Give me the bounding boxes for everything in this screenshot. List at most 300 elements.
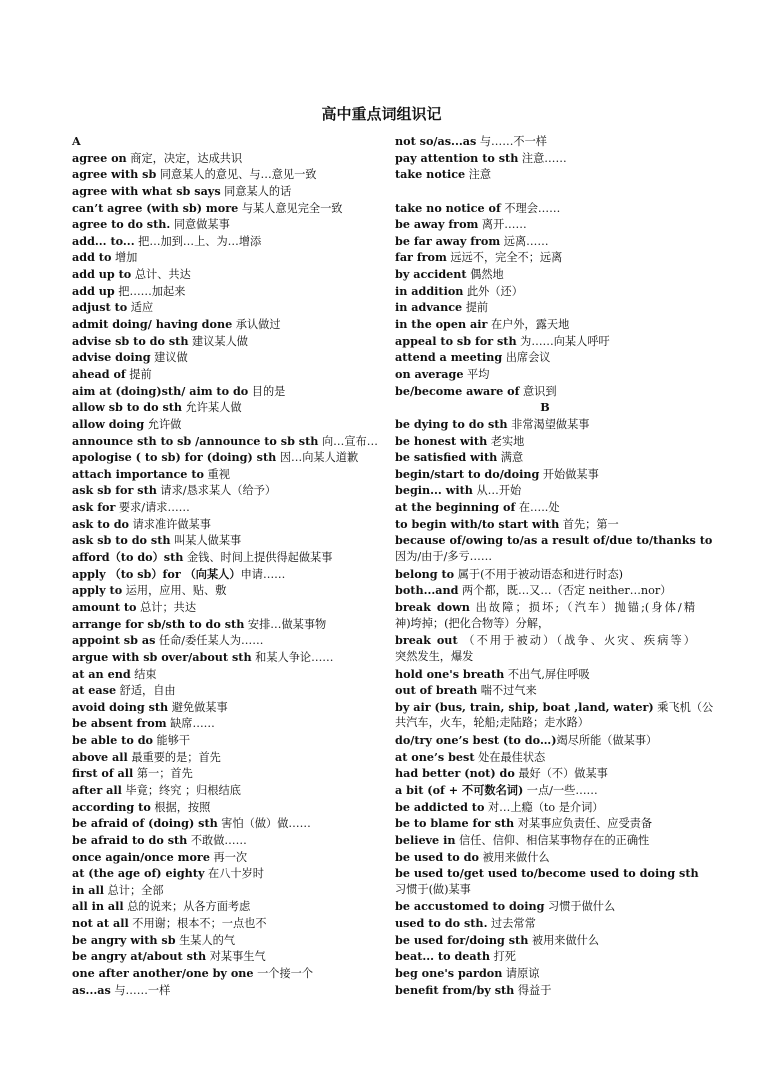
phrase-chinese: 申请…… bbox=[240, 567, 286, 581]
phrase-chinese: 运用，应用、贴、敷 bbox=[122, 584, 227, 598]
phrase-entry bbox=[72, 732, 372, 749]
phrase-english: not at all bbox=[72, 916, 129, 931]
phrase-english: afford（to do）sth bbox=[72, 550, 184, 565]
phrase-english: according to bbox=[72, 799, 151, 814]
phrase-chinese: 适应 bbox=[127, 301, 154, 315]
phrase-entry bbox=[395, 466, 695, 483]
phrase-entry bbox=[72, 932, 372, 949]
phrase-english: hold one's breath bbox=[395, 666, 505, 681]
phrase-chinese: 平均 bbox=[463, 367, 490, 381]
phrase-entry bbox=[72, 482, 372, 499]
phrase-chinese: 因为/由于/多亏…… bbox=[395, 550, 493, 564]
phrase-chinese: 突然发生，爆发 bbox=[395, 649, 474, 663]
phrase-chinese: 非常渴望做某事 bbox=[507, 417, 590, 431]
phrase-chinese: 神)垮掉；(把化合物等）分解， bbox=[395, 616, 550, 630]
phrase-english: in the open air bbox=[395, 317, 488, 332]
phrase-chinese: 重视 bbox=[203, 467, 230, 481]
phrase-english: had better (not) do bbox=[395, 766, 515, 781]
phrase-entry bbox=[72, 965, 372, 982]
phrase-english: on average bbox=[395, 366, 464, 381]
phrase-english: out of breath bbox=[395, 683, 478, 698]
phrase-entry bbox=[72, 566, 372, 583]
phrase-english: aim at (doing)sth/ aim to do bbox=[72, 383, 249, 398]
section-heading bbox=[72, 133, 372, 150]
phrase-entry bbox=[72, 449, 372, 466]
phrase-chinese: 出故障；损坏;（汽车）抛锚;(身体/精 bbox=[469, 600, 696, 614]
phrase-entry bbox=[395, 616, 695, 633]
phrase-chinese: 把……加起来 bbox=[114, 284, 186, 298]
phrase-english: ask sb to do sth bbox=[72, 533, 171, 548]
phrase-entry bbox=[72, 433, 378, 450]
phrase-english: B bbox=[540, 400, 550, 415]
phrase-entry bbox=[72, 682, 372, 699]
phrase-entry bbox=[395, 799, 695, 816]
left-column bbox=[72, 133, 378, 998]
phrase-chinese: 在户外，露天地 bbox=[487, 318, 570, 332]
phrase-entry bbox=[72, 150, 372, 167]
phrase-english: can’t agree (with sb) more bbox=[72, 200, 239, 215]
phrase-entry bbox=[395, 632, 695, 649]
phrase-entry bbox=[395, 965, 695, 982]
phrase-english: ask sb for sth bbox=[72, 483, 157, 498]
phrase-chinese: 对…上瘾（to 是介词） bbox=[484, 800, 604, 814]
phrase-chinese: 害怕（做）做…… bbox=[217, 817, 311, 831]
phrase-entry bbox=[72, 882, 372, 899]
phrase-chinese: 处在最佳状态 bbox=[474, 750, 546, 764]
phrase-chinese: 允许做 bbox=[144, 417, 182, 431]
phrase-entry bbox=[395, 499, 695, 516]
phrase-chinese: 提前 bbox=[125, 367, 152, 381]
phrase-entry bbox=[72, 200, 372, 217]
phrase-chinese: 与……不一样 bbox=[476, 135, 547, 148]
phrase-english: allow doing bbox=[72, 416, 145, 431]
phrase-chinese: （不用于被动）（战争、火灾、疾病等） bbox=[457, 634, 695, 648]
phrase-chinese: 允许某人做 bbox=[182, 401, 242, 415]
phrase-chinese: 不敢做…… bbox=[187, 833, 247, 847]
phrase-chinese: 目的是 bbox=[248, 384, 286, 398]
phrase-english: be to blame for sth bbox=[395, 816, 515, 831]
phrase-entry bbox=[72, 366, 372, 383]
phrase-english: all in all bbox=[72, 899, 124, 914]
phrase-entry bbox=[395, 166, 695, 183]
phrase-english: at an end bbox=[72, 666, 131, 681]
phrase-english: A bbox=[72, 134, 81, 148]
phrase-english: adjust to bbox=[72, 300, 128, 315]
phrase-chinese: 被用来做什么 bbox=[478, 850, 550, 864]
phrase-english: add to bbox=[72, 250, 112, 265]
phrase-chinese: 从…开始 bbox=[472, 484, 522, 498]
phrase-chinese: 建议做 bbox=[150, 351, 188, 365]
phrase-entry bbox=[395, 932, 695, 949]
phrase-english: add... to... bbox=[72, 233, 135, 248]
phrase-chinese: 增加 bbox=[111, 251, 138, 265]
phrase-english: break out bbox=[395, 633, 458, 648]
phrase-chinese: 不用谢；根本不；一点也不 bbox=[128, 917, 267, 931]
phrase-chinese: 根据，按照 bbox=[150, 800, 211, 814]
phrase-entry bbox=[395, 599, 695, 616]
phrase-chinese: 再一次 bbox=[209, 850, 248, 864]
phrase-chinese: 信任、信仰、相信某事物存在的正确性 bbox=[455, 833, 650, 847]
phrase-chinese: 偶然地 bbox=[466, 268, 504, 282]
phrase-entry bbox=[395, 150, 695, 167]
phrase-entry bbox=[395, 366, 695, 383]
phrase-entry bbox=[395, 216, 695, 233]
phrase-chinese: 最重要的是；首先 bbox=[127, 750, 221, 764]
phrase-english: argue with sb over/about sth bbox=[72, 649, 252, 664]
phrase-english: admit doing/ having done bbox=[72, 317, 233, 332]
phrase-english: agree on bbox=[72, 150, 127, 165]
phrase-entry bbox=[72, 349, 372, 366]
phrase-entry bbox=[395, 566, 695, 583]
phrase-english: be away from bbox=[395, 217, 479, 232]
phrase-english: be far away from bbox=[395, 233, 501, 248]
phrase-entry bbox=[72, 982, 372, 999]
phrase-entry bbox=[395, 666, 695, 683]
phrase-chinese: 此外（还） bbox=[463, 284, 523, 298]
phrase-english: be absent from bbox=[72, 716, 167, 731]
phrase-english: take notice bbox=[395, 167, 466, 182]
phrase-chinese: 习惯于(做)某事 bbox=[395, 882, 471, 896]
phrase-entry bbox=[72, 948, 372, 965]
phrase-english: apply （to sb）for （向某人） bbox=[72, 566, 241, 581]
phrase-english: in all bbox=[72, 882, 105, 897]
phrase-chinese: 一点/一些…… bbox=[523, 783, 598, 797]
phrase-chinese: 同意某人的意见、与…意见一致 bbox=[156, 168, 317, 182]
phrase-english: believe in bbox=[395, 832, 456, 847]
phrase-english: apologise ( to sb) for (doing) sth bbox=[72, 450, 277, 465]
phrase-english: at (the age of) eighty bbox=[72, 866, 205, 881]
phrase-chinese: 总计；共达 bbox=[136, 600, 197, 614]
phrase-english: ahead of bbox=[72, 366, 126, 381]
phrase-entry bbox=[395, 283, 695, 300]
phrase-chinese: 不出气,屏住呼吸 bbox=[504, 667, 590, 681]
phrase-english: be used to/get used to/become used to doing sth bbox=[395, 866, 699, 881]
phrase-entry bbox=[72, 333, 372, 350]
phrase-entry bbox=[395, 416, 695, 433]
phrase-chinese: 总计、共达 bbox=[131, 268, 191, 282]
phrase-entry bbox=[72, 416, 372, 433]
phrase-entry bbox=[395, 183, 695, 200]
phrase-chinese: 得益于 bbox=[514, 983, 552, 997]
phrase-entry bbox=[72, 266, 372, 283]
phrase-entry bbox=[395, 532, 713, 549]
phrase-entry bbox=[72, 715, 372, 732]
phrase-entry bbox=[72, 499, 372, 516]
right-column bbox=[395, 133, 714, 998]
phrase-entry bbox=[395, 682, 695, 699]
phrase-chinese: 结束 bbox=[130, 667, 157, 681]
phrase-chinese: 叫某人做某事 bbox=[170, 534, 242, 548]
phrase-english: take no notice of bbox=[395, 200, 501, 215]
phrase-english: be/become aware of bbox=[395, 383, 520, 398]
phrase-english: be used for/doing sth bbox=[395, 932, 529, 947]
phrase-entry bbox=[395, 433, 695, 450]
phrase-english: far from bbox=[395, 250, 447, 265]
phrase-entry bbox=[395, 316, 695, 333]
phrase-entry bbox=[395, 133, 695, 150]
phrase-english: announce sth to sb /announce to sb sth bbox=[72, 433, 319, 448]
phrase-entry bbox=[72, 549, 372, 566]
phrase-entry bbox=[72, 898, 372, 915]
phrase-chinese: 两个都，既…又…（否定 neither…nor） bbox=[458, 584, 672, 598]
phrase-chinese: 意识到 bbox=[519, 384, 557, 398]
phrase-english: appoint sb as bbox=[72, 633, 156, 648]
phrase-entry bbox=[395, 915, 695, 932]
phrase-chinese: 出席会议 bbox=[502, 351, 551, 365]
phrase-chinese: 总计；全部 bbox=[104, 883, 164, 897]
phrase-entry bbox=[72, 516, 372, 533]
phrase-english: begin... with bbox=[395, 483, 473, 498]
phrase-chinese: 承认做过 bbox=[232, 318, 281, 332]
phrase-chinese: 不理会…… bbox=[500, 201, 561, 215]
phrase-chinese: 离开…… bbox=[478, 218, 527, 232]
phrase-chinese: 竭尽所能（做某事） bbox=[556, 734, 658, 748]
phrase-chinese: 能够干 bbox=[152, 734, 191, 748]
phrase-entry bbox=[395, 765, 695, 782]
phrase-entry bbox=[72, 283, 372, 300]
phrase-entry bbox=[72, 799, 372, 816]
phrase-entry bbox=[395, 715, 695, 732]
phrase-entry bbox=[72, 249, 372, 266]
phrase-chinese: 商定，决定，达成共识 bbox=[126, 151, 243, 165]
phrase-entry bbox=[395, 299, 695, 316]
phrase-entry bbox=[395, 233, 695, 250]
phrase-english: be dying to do sth bbox=[395, 416, 508, 431]
phrase-english: at ease bbox=[72, 683, 117, 698]
phrase-chinese: 在…..处 bbox=[515, 501, 560, 515]
phrase-chinese: 与……一样 bbox=[110, 983, 171, 997]
phrase-english: add up to bbox=[72, 267, 132, 282]
phrase-english: attend a meeting bbox=[395, 350, 503, 365]
phrase-english: belong to bbox=[395, 566, 455, 581]
phrase-english: amount to bbox=[72, 599, 137, 614]
phrase-entry bbox=[395, 482, 695, 499]
phrase-chinese: 与某人意见完全一致 bbox=[238, 201, 343, 215]
phrase-english: both...and bbox=[395, 583, 459, 598]
phrase-english: after all bbox=[72, 782, 122, 797]
phrase-chinese: 首先；第一 bbox=[559, 517, 619, 531]
phrase-chinese: 属于(不用于被动语态和进行时态) bbox=[454, 567, 624, 581]
phrase-entry bbox=[72, 849, 372, 866]
phrase-english: be honest with bbox=[395, 433, 488, 448]
phrase-entry bbox=[395, 249, 695, 266]
phrase-english: be used to do bbox=[395, 849, 479, 864]
phrase-entry bbox=[72, 316, 372, 333]
phrase-english: advise sb to do sth bbox=[72, 333, 189, 348]
phrase-chinese: 喘不过气来 bbox=[477, 684, 537, 698]
phrase-english: in advance bbox=[395, 300, 463, 315]
phrase-chinese: 远离…… bbox=[500, 234, 549, 248]
phrase-english: advise doing bbox=[72, 350, 151, 365]
phrase-english: not so/as...as bbox=[395, 134, 477, 148]
phrase-chinese: 第一；首先 bbox=[133, 767, 193, 781]
phrase-chinese: 舒适，自由 bbox=[116, 684, 176, 698]
phrase-english: benefit from/by sth bbox=[395, 982, 515, 997]
phrase-entry bbox=[72, 216, 372, 233]
phrase-english: apply to bbox=[72, 583, 123, 598]
phrase-chinese: 同意某人的话 bbox=[220, 184, 292, 198]
phrase-chinese: 习惯于做什么 bbox=[544, 900, 616, 914]
phrase-chinese: 远远不，完全不；远离 bbox=[446, 251, 563, 265]
phrase-english: arrange for sb/sth to do sth bbox=[72, 616, 245, 631]
phrase-entry bbox=[395, 898, 695, 915]
phrase-entry bbox=[395, 749, 695, 766]
phrase-chinese: 任命/委任某人为…… bbox=[155, 634, 264, 648]
phrase-english: agree with sb bbox=[72, 167, 157, 182]
phrase-chinese: 建议某人做 bbox=[188, 334, 248, 348]
phrase-entry bbox=[395, 200, 695, 217]
phrase-english: as...as bbox=[72, 982, 111, 997]
phrase-entry bbox=[72, 599, 372, 616]
section-heading bbox=[395, 399, 695, 416]
phrase-chinese: 乘飞机（公 bbox=[653, 700, 714, 714]
phrase-english: first of all bbox=[72, 766, 134, 781]
phrase-entry bbox=[395, 982, 695, 999]
phrase-english: be angry with sb bbox=[72, 932, 176, 947]
phrase-entry bbox=[395, 516, 695, 533]
phrase-entry bbox=[72, 915, 372, 932]
phrase-chinese: 一个接一个 bbox=[253, 967, 314, 981]
phrase-chinese: 对某事应负责任、应受责备 bbox=[514, 817, 653, 831]
phrase-entry bbox=[395, 948, 695, 965]
phrase-entry bbox=[72, 632, 372, 649]
phrase-chinese: 被用来做什么 bbox=[528, 933, 600, 947]
phrase-english: one after another/one by one bbox=[72, 966, 254, 981]
phrase-entry bbox=[72, 765, 372, 782]
phrase-english: beg one's pardon bbox=[395, 966, 503, 981]
phrase-entry bbox=[72, 383, 372, 400]
phrase-entry bbox=[72, 166, 372, 183]
phrase-chinese: 提前 bbox=[462, 301, 489, 315]
phrase-chinese: 生某人的气 bbox=[175, 933, 236, 947]
phrase-entry bbox=[72, 532, 372, 549]
phrase-chinese: 同意做某事 bbox=[170, 218, 230, 232]
phrase-chinese: 为……向某人呼吁 bbox=[516, 334, 610, 348]
phrase-english: be angry at/about sth bbox=[72, 949, 207, 964]
phrase-english: appeal to sb for sth bbox=[395, 333, 517, 348]
phrase-entry bbox=[395, 649, 695, 666]
phrase-entry bbox=[395, 865, 699, 882]
phrase-chinese: 毕竟；终究 ；归根结底 bbox=[121, 783, 241, 797]
phrase-english: be able to do bbox=[72, 733, 153, 748]
phrase-chinese: 请原谅 bbox=[502, 967, 540, 981]
phrase-english: avoid doing sth bbox=[72, 699, 169, 714]
phrase-entry bbox=[72, 666, 372, 683]
phrase-english: be afraid to do sth bbox=[72, 832, 188, 847]
phrase-entry bbox=[72, 815, 372, 832]
phrase-chinese: 要求/请求…… bbox=[115, 501, 190, 515]
phrase-chinese: 安排…做某事物 bbox=[244, 617, 327, 631]
phrase-english: allow sb to do sth bbox=[72, 400, 183, 415]
phrase-entry bbox=[72, 299, 372, 316]
phrase-entry bbox=[72, 649, 372, 666]
phrase-entry bbox=[395, 849, 695, 866]
phrase-entry bbox=[395, 815, 695, 832]
phrase-entry bbox=[395, 449, 695, 466]
phrase-chinese: 把…加到…上、为…增添 bbox=[134, 234, 262, 248]
phrase-english: beat... to death bbox=[395, 949, 490, 964]
phrase-chinese: 请求准许做某事 bbox=[129, 517, 211, 531]
phrase-entry bbox=[395, 582, 695, 599]
phrase-entry bbox=[72, 699, 372, 716]
phrase-entry bbox=[395, 333, 695, 350]
phrase-english: attach importance to bbox=[72, 466, 204, 481]
phrase-chinese: 满意 bbox=[497, 451, 524, 465]
phrase-entry bbox=[395, 882, 695, 899]
phrase-entry bbox=[72, 466, 372, 483]
phrase-english: used to do sth. bbox=[395, 916, 488, 931]
phrase-chinese: 开始做某事 bbox=[539, 467, 599, 481]
phrase-entry bbox=[395, 266, 695, 283]
phrase-entry bbox=[395, 832, 695, 849]
phrase-chinese: 过去常常 bbox=[487, 917, 536, 931]
phrase-entry bbox=[72, 233, 372, 250]
phrase-english: to begin with/to start with bbox=[395, 516, 560, 531]
phrase-english: pay attention to sth bbox=[395, 150, 519, 165]
phrase-chinese: 老实地 bbox=[487, 434, 525, 448]
phrase-english: a bit (of + 不可数名词) bbox=[395, 782, 524, 797]
phrase-entry bbox=[395, 383, 695, 400]
phrase-english: agree to do sth. bbox=[72, 217, 171, 232]
phrase-entry bbox=[395, 732, 695, 749]
phrase-english: by accident bbox=[395, 267, 467, 282]
phrase-chinese: 在八十岁时 bbox=[204, 867, 264, 881]
page-title: 高中重点词组识记 bbox=[321, 105, 442, 123]
phrase-chinese: 注意 bbox=[465, 168, 492, 182]
phrase-chinese: 共汽车，火车，轮船;走陆路；走水路） bbox=[395, 716, 589, 730]
phrase-english: ask for bbox=[72, 500, 116, 515]
phrase-english: agree with what sb says bbox=[72, 183, 221, 198]
phrase-english: at the beginning of bbox=[395, 500, 516, 515]
phrase-english: at one’s best bbox=[395, 749, 475, 764]
phrase-english: because of/owing to/as a result of/due to/thanks to bbox=[395, 533, 713, 548]
phrase-english: ask to do bbox=[72, 516, 130, 531]
phrase-english: above all bbox=[72, 749, 128, 764]
phrase-chinese: 总的说来；从各方面考虑 bbox=[123, 900, 251, 914]
phrase-english: add up bbox=[72, 283, 115, 298]
phrase-chinese: 金钱、时间上提供得起做某事 bbox=[183, 551, 333, 565]
phrase-chinese: 因…向某人道歉 bbox=[276, 451, 359, 465]
phrase-entry bbox=[395, 549, 695, 566]
phrase-entry bbox=[395, 349, 695, 366]
phrase-chinese: 注意…… bbox=[518, 151, 567, 165]
phrase-english: be addicted to bbox=[395, 799, 485, 814]
phrase-english: break down bbox=[395, 599, 470, 614]
phrase-chinese: 向…宣布… bbox=[318, 434, 378, 448]
phrase-entry bbox=[72, 582, 372, 599]
phrase-entry bbox=[72, 399, 372, 416]
phrase-entry bbox=[395, 782, 695, 799]
phrase-entry bbox=[72, 865, 372, 882]
phrase-entry bbox=[395, 699, 714, 716]
phrase-chinese: 打死 bbox=[489, 950, 516, 964]
phrase-chinese: 和某人争论…… bbox=[251, 650, 334, 664]
phrase-english: be accustomed to doing bbox=[395, 899, 545, 914]
phrase-entry bbox=[72, 616, 372, 633]
phrase-english: do/try one’s best (to do…) bbox=[395, 733, 557, 748]
phrase-entry bbox=[72, 782, 372, 799]
phrase-entry bbox=[72, 749, 372, 766]
phrase-chinese: 请求/恳求某人（给予） bbox=[156, 484, 277, 498]
phrase-english: once again/once more bbox=[72, 849, 210, 864]
phrase-chinese: 对某事生气 bbox=[206, 950, 266, 964]
phrase-english: begin/start to do/doing bbox=[395, 466, 540, 481]
phrase-english: in addition bbox=[395, 283, 464, 298]
phrase-chinese: 避免做某事 bbox=[168, 700, 228, 714]
phrase-english: be satisfied with bbox=[395, 450, 498, 465]
phrase-chinese: 缺席…… bbox=[166, 717, 215, 731]
phrase-chinese: 最好（不）做某事 bbox=[514, 767, 608, 781]
